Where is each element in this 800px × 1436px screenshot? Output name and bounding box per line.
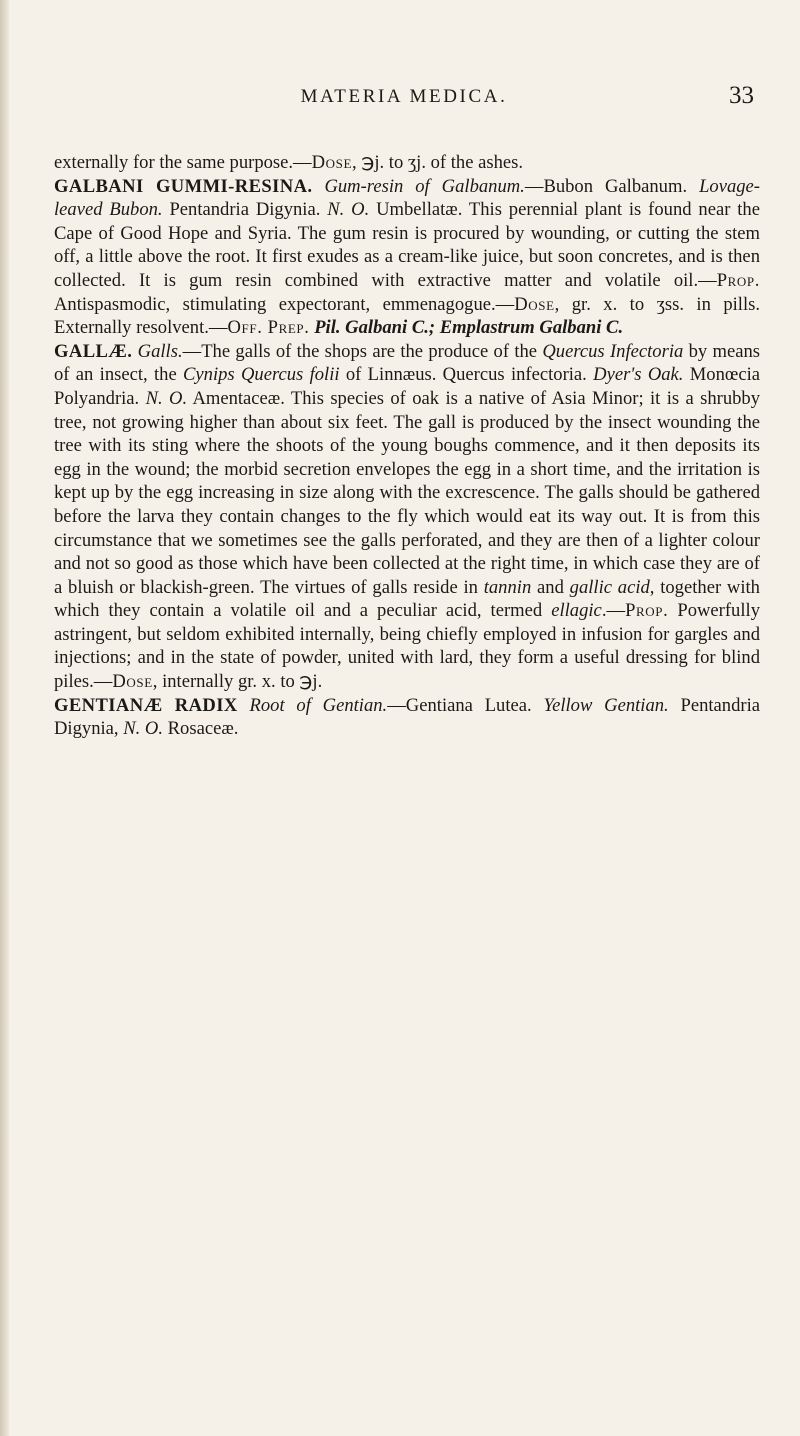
paragraph-continuation <box>54 151 760 175</box>
small-caps-run: Off. Prep. <box>227 317 310 339</box>
italic-run: N. O. <box>327 199 370 221</box>
text-run: Antispasmodic, stimulating expectorant, emmenagogue.— <box>54 293 515 315</box>
italic-run: Yellow Gentian. <box>543 694 669 716</box>
italic-run: gallic acid <box>569 576 650 598</box>
italic-run: Gum-resin of Galbanum. <box>324 175 525 197</box>
text-run: , internally gr. x. to ℈j. <box>152 671 323 693</box>
text-run: externally for the same purpose.— <box>54 152 312 173</box>
page-header <box>54 82 754 126</box>
italic-run: N. O. <box>123 718 163 740</box>
italic-run: Dyer's Oak. <box>593 364 684 386</box>
page-body <box>54 151 760 741</box>
text-run: —The galls of the shops are the produce of the <box>182 340 543 362</box>
text-run <box>238 695 250 716</box>
entry-galbanum <box>54 175 760 340</box>
italic-run: tannin <box>483 576 532 598</box>
small-caps-run: Dose <box>514 293 555 315</box>
italic-run: ellagic <box>551 600 602 622</box>
text-run: Monœcia Polyandria. <box>54 364 761 409</box>
small-caps-run: Dose <box>311 152 353 173</box>
page-edge-shadow <box>0 0 9 1436</box>
italic-run: N. O. <box>145 387 188 409</box>
text-run: Pentandria Digynia, <box>54 694 760 740</box>
italic-run: Cynips Quercus folii <box>183 364 340 386</box>
text-run: Amentaceæ. This species of oak is a native of Asia Minor; it is a shrubby tree, not growing higher than about six feet. The gall is produced by the insect wounding the tree with its sting where the shoots of the young boughs commence, and it then deposits its egg in the wound; the morbid secretion envelopes the egg in a short time, and the irritation is kept up by the egg increasing in size along with the excrescence. The galls should be gathered before the larva they contain changes to the fly which would eat its way out. It is from this circumstance that we sometimes see the galls perforated, and they are then of a lighter colour and not so good as those which have been collected at the right time, in which case they are of a bluish or blackish-green. The virtues of galls reside in <box>54 387 761 598</box>
text-run: Powerfully astringent, but seldom exhibited internally, being chiefly employed in infusion for gargles and injections; and in the state of powder, united with lard, they form a useful dressing for blind piles.— <box>54 600 760 693</box>
text-run: .— <box>601 600 626 622</box>
entry-heading: GALLÆ. <box>54 340 133 362</box>
text-run: , together with which they contain a volatile oil and a peculiar acid, termed <box>54 576 760 622</box>
text-run: , ℈j. to ʒj. of the ashes. <box>352 152 524 173</box>
text-run: , gr. x. to ʒss. in pills. Externally resolvent.— <box>54 293 760 339</box>
text-run: of Linnæus. Quercus infectoria. <box>339 364 594 386</box>
bold-italic-run: Pil. Galbani C.; Emplastrum Galbani C. <box>314 317 624 339</box>
text-run: by means of an insect, the <box>54 340 760 386</box>
entry-gentianae <box>54 694 760 741</box>
entry-heading: GENTIANÆ RADIX <box>54 694 238 716</box>
text-run: and <box>531 576 570 598</box>
text-run: Umbellatæ. This perennial plant is found near the Cape of Good Hope and Syria. The gum resin is procured by wounding, or cutting the stem off, a little above the root. It first exudes as a cream-like juice, but soon concretes, and is then collected. It is gum resin combined with extractive matter and volatile oil.— <box>54 199 760 291</box>
italic-run: Galls. <box>137 340 183 362</box>
italic-run: Root of Gentian. <box>249 694 388 716</box>
small-caps-run: Prop. <box>625 600 669 622</box>
entry-heading: GALBANI GUMMI-RESINA. <box>54 175 313 197</box>
text-run <box>312 176 324 197</box>
page-number: 33 <box>729 82 754 109</box>
text-run: —Gentiana Lutea. <box>387 694 544 716</box>
running-head: MATERIA MEDICA. <box>300 86 508 107</box>
small-caps-run: Prop. <box>716 269 760 291</box>
text-run: Rosaceæ. <box>162 718 239 740</box>
italic-run: Quercus Infectoria <box>542 340 684 362</box>
text-run: Pentandria Digynia. <box>162 199 328 221</box>
text-run: —Bubon Galbanum. <box>524 175 700 197</box>
italic-run: Lovage-leaved Bubon. <box>54 175 760 221</box>
entry-gallae <box>54 340 760 694</box>
small-caps-run: Dose <box>112 671 153 693</box>
